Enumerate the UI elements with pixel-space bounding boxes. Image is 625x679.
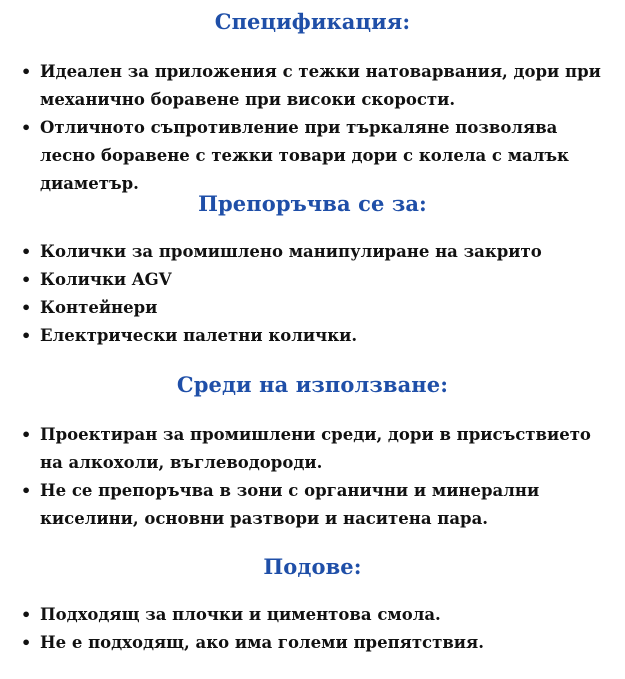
- bullet-icon: •: [21, 633, 32, 652]
- recommended-for-list: [0, 238, 625, 350]
- list-item-text: Не е подходящ, ако има големи препятствия.: [40, 633, 484, 652]
- list-item-text: Подходящ за плочки и циментова смола.: [40, 605, 441, 624]
- list-item-text: Колички за промишлено манипулиране на закрито: [40, 242, 542, 261]
- list-item: [0, 58, 625, 114]
- usage-environments-list: [0, 421, 625, 533]
- section-title-usage-environments: Среди на използване:: [176, 372, 449, 397]
- section-title-recommended-for: Препоръчва се за:: [198, 191, 427, 216]
- list-item: [0, 114, 625, 198]
- list-item-text: Колички AGV: [40, 270, 172, 289]
- bullet-icon: •: [21, 481, 32, 500]
- bullet-icon: •: [21, 298, 32, 317]
- list-item-text: Електрически палетни колички.: [40, 326, 358, 345]
- section-title-specification: Спецификация:: [214, 9, 411, 34]
- specification-list: [0, 58, 625, 198]
- list-item: [0, 266, 625, 294]
- list-item-text: Проектиран за промишлени среди, дори в присъствието на алкохоли, въглеводороди.: [40, 425, 591, 472]
- bullet-icon: •: [21, 62, 32, 81]
- bullet-icon: •: [21, 118, 32, 137]
- list-item-text: Контейнери: [40, 298, 158, 317]
- bullet-icon: •: [21, 425, 32, 444]
- list-item-text: Отличното съпротивление при търкаляне позволява лесно боравене с тежки товари дори с колела с малък диаметър.: [40, 118, 569, 193]
- list-item: [0, 294, 625, 322]
- list-item: [0, 322, 625, 350]
- list-item: [0, 629, 625, 657]
- bullet-icon: •: [21, 270, 32, 289]
- bullet-icon: •: [21, 326, 32, 345]
- list-item-text: Не се препоръчва в зони с органични и минерални киселини, основни разтвори и наситена пара.: [40, 481, 540, 528]
- list-item: [0, 421, 625, 477]
- section-title-floors: Подове:: [263, 554, 362, 579]
- bullet-icon: •: [21, 605, 32, 624]
- list-item: [0, 238, 625, 266]
- bullet-icon: •: [21, 242, 32, 261]
- list-item: [0, 477, 625, 533]
- list-item-text: Идеален за приложения с тежки натоварвания, дори при механично боравене при високи скорости.: [40, 62, 601, 109]
- list-item: [0, 601, 625, 629]
- floors-list: [0, 601, 625, 657]
